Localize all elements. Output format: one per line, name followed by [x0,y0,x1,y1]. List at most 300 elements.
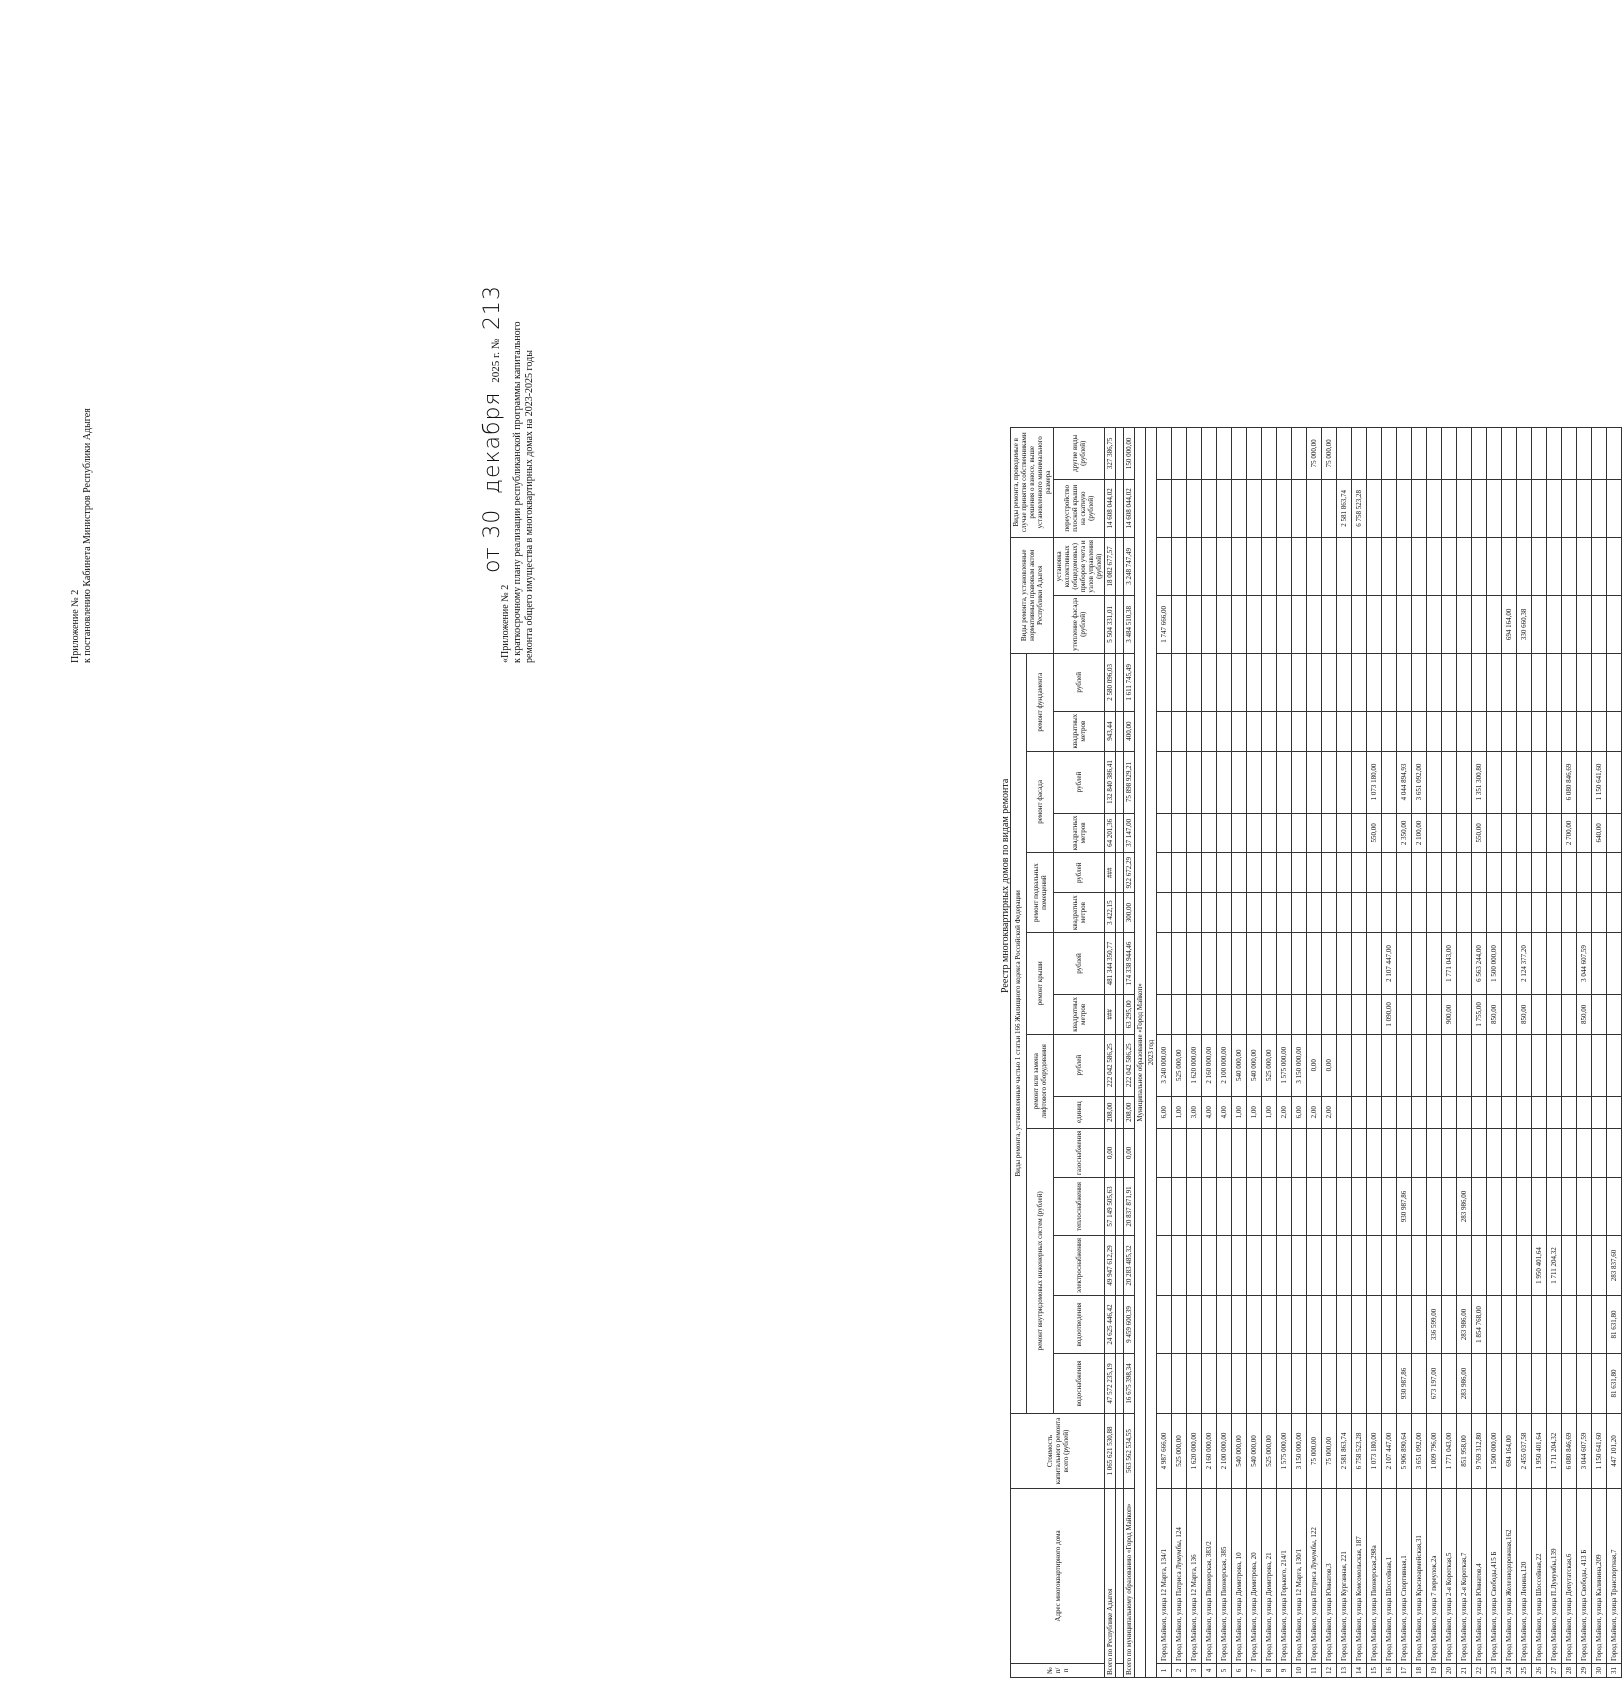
cell-other: 75 000,00 [1322,427,1337,479]
cell-meters [1427,537,1442,595]
cell-found_m [1607,711,1622,751]
table-row [1427,427,1442,1677]
cell-base_m [1202,893,1217,933]
col-roof-rub: рублей [1054,932,1105,994]
cell-fac_m [1532,813,1547,853]
cell-fac_r [1187,751,1202,813]
cell-water [1532,1354,1547,1414]
totals-cell: 64 201,36 [1105,813,1116,853]
cell-electric [1487,1235,1502,1295]
cell-base_r [1277,853,1292,893]
cell-n: 29 [1577,1664,1592,1678]
cell-base_r [1397,853,1412,893]
cell-meters [1382,537,1397,595]
cell-base_r [1352,853,1367,893]
cell-addr: Город Майкоп, улица Свободы, 413 Б [1577,1489,1592,1664]
cell-found_m [1427,711,1442,751]
cell-fac_m [1232,813,1247,853]
year-row [1146,427,1157,1677]
col-facade-sqm: квадратных метров [1054,813,1105,853]
cell-lift_r [1577,1034,1592,1096]
cell-insul [1577,595,1592,653]
cell-base_m [1367,893,1382,933]
cell-fac_m [1217,813,1232,853]
cell-found_m [1187,711,1202,751]
cell-gas [1547,1128,1562,1177]
cell-other [1382,427,1397,479]
cell-lift_r [1502,1034,1517,1096]
col-insulation: утепление фасада (рублей) [1054,595,1105,653]
cell-electric [1577,1235,1592,1295]
cell-base_r [1337,853,1352,893]
cell-heat [1247,1177,1262,1235]
empty-cell [1116,653,1124,711]
cell-roof_m [1532,994,1547,1034]
cell-insul [1247,595,1262,653]
cell-addr: Город Майкоп, улица Пионерская,298а [1367,1489,1382,1664]
cell-water [1187,1354,1202,1414]
empty-cell [1116,595,1124,653]
empty-cell [1116,853,1124,893]
registry-title: Реестр многоквартирных домов по видам ремонта [1000,778,1011,993]
cell-found_r [1367,653,1382,711]
cell-lift_u [1337,1096,1352,1128]
cell-fac_m [1337,813,1352,853]
date-prefix: от [480,547,505,573]
cell-addr: Город Майкоп, улица Юннатов,4 [1472,1489,1487,1664]
cell-drain [1517,1296,1532,1354]
cell-n: 10 [1292,1664,1307,1678]
cell-fac_m: 2 700,00 [1562,813,1577,853]
cell-electric [1472,1235,1487,1295]
cell-drain [1232,1296,1247,1354]
cell-meters [1157,537,1172,595]
cell-gas [1277,1128,1292,1177]
cell-lift_u [1562,1096,1577,1128]
cell-drain: 283 986,00 [1457,1296,1472,1354]
col-gas: газоснабжения [1054,1128,1105,1177]
table-row [1202,427,1217,1677]
cell-base_r [1487,853,1502,893]
cell-roof_r [1397,932,1412,994]
cell-lift_u [1517,1096,1532,1128]
cell-other [1532,427,1547,479]
cell-fac_r [1307,751,1322,813]
cell-flatroof [1427,479,1442,537]
cell-addr: Город Майкоп, улица Димитрова, 10 [1232,1489,1247,1664]
cell-other [1412,427,1427,479]
cell-total: 75 000,00 [1307,1414,1322,1489]
cell-gas [1607,1128,1622,1177]
cell-lift_r [1352,1034,1367,1096]
cell-meters [1367,537,1382,595]
empty-cell [1116,1414,1124,1489]
cell-base_r [1427,853,1442,893]
cell-fac_m [1577,813,1592,853]
cell-meters [1502,537,1517,595]
cell-found_m [1457,711,1472,751]
cell-flatroof [1442,479,1457,537]
cell-electric [1367,1235,1382,1295]
cell-heat [1442,1177,1457,1235]
cell-found_m [1397,711,1412,751]
cell-found_r [1562,653,1577,711]
cell-lift_u: 4,00 [1202,1096,1217,1128]
cell-other [1277,427,1292,479]
cell-meters [1412,537,1427,595]
cell-lift_r: 525 000,00 [1262,1034,1277,1096]
cell-fac_r: 4 044 894,93 [1397,751,1412,813]
cell-gas [1502,1128,1517,1177]
totals-cell: 9 459 600,39 [1124,1296,1135,1354]
cell-water [1562,1354,1577,1414]
cell-other [1472,427,1487,479]
cell-roof_m: 900,00 [1442,994,1457,1034]
cell-fac_m [1352,813,1367,853]
cell-base_m [1172,893,1187,933]
cell-lift_r: 525 000,00 [1172,1034,1187,1096]
cell-fac_r [1172,751,1187,813]
cell-fac_m [1457,813,1472,853]
cell-base_m [1247,893,1262,933]
cell-drain [1172,1296,1187,1354]
totals-cell: 943,44 [1105,711,1116,751]
cell-roof_r: 1 771 043,00 [1442,932,1457,994]
cell-found_m [1487,711,1502,751]
cell-lift_u: 4,00 [1217,1096,1232,1128]
cell-drain [1547,1296,1562,1354]
cell-lift_u [1352,1096,1367,1128]
cell-insul [1412,595,1427,653]
cell-drain [1262,1296,1277,1354]
cell-base_m [1232,893,1247,933]
col-basement-rub: рублей [1054,853,1105,893]
group-owners: Виды ремонта, проводимые в случае принятия собственниками решения о взносе, выше установленного минимального размера [1011,427,1054,537]
table-row [1382,427,1397,1677]
registry-table [1010,427,1622,1678]
cell-meters [1472,537,1487,595]
cell-fac_m [1307,813,1322,853]
cell-roof_r [1592,932,1607,994]
cell-base_m [1532,893,1547,933]
cell-flatroof [1547,479,1562,537]
cell-drain [1337,1296,1352,1354]
totals-cell: 5 504 331,01 [1105,595,1116,653]
cell-gas [1562,1128,1577,1177]
cell-n: 5 [1217,1664,1232,1678]
cell-lift_u: 3,00 [1187,1096,1202,1128]
cell-roof_m [1607,994,1622,1034]
totals-cell: 37 147,00 [1124,813,1135,853]
cell-roof_r [1502,932,1517,994]
totals-cell: 3 484 510,38 [1124,595,1135,653]
cell-drain [1217,1296,1232,1354]
empty-cell [1116,1177,1124,1235]
col-address: Адрес многоквартирного дома [1011,1489,1105,1664]
cell-total: 9 769 312,80 [1472,1414,1487,1489]
cell-found_m [1547,711,1562,751]
cell-n: 9 [1277,1664,1292,1678]
cell-found_m [1322,711,1337,751]
cell-lift_r [1337,1034,1352,1096]
cell-other [1262,427,1277,479]
cell-water [1547,1354,1562,1414]
cell-base_r [1517,853,1532,893]
cell-total: 540 000,00 [1232,1414,1247,1489]
cell-water [1172,1354,1187,1414]
cell-lift_u: 2,00 [1307,1096,1322,1128]
cell-heat [1172,1177,1187,1235]
cell-lift_u: 6,00 [1292,1096,1307,1128]
cell-base_r [1232,853,1247,893]
cell-found_m [1157,711,1172,751]
totals-cell: 18 082 677,57 [1105,537,1116,595]
cell-total: 5 906 890,64 [1397,1414,1412,1489]
cell-found_m [1577,711,1592,751]
cell-lift_r [1592,1034,1607,1096]
cell-fac_m: 2 100,00 [1412,813,1427,853]
cell-addr: Город Майкоп, улица 12 Марта, 136 [1187,1489,1202,1664]
col-foundation-sqm: квадратных метров [1054,711,1105,751]
cell-heat [1217,1177,1232,1235]
cell-heat [1277,1177,1292,1235]
totals-cell: 132 840 386,41 [1105,751,1116,813]
cell-found_r [1247,653,1262,711]
cell-base_m [1607,893,1622,933]
cell-electric [1292,1235,1307,1295]
cell-meters [1292,537,1307,595]
cell-base_m [1277,893,1292,933]
cell-gas [1412,1128,1427,1177]
cell-meters [1232,537,1247,595]
cell-found_m [1442,711,1457,751]
cell-n: 8 [1262,1664,1277,1678]
cell-base_r [1217,853,1232,893]
cell-insul [1262,595,1277,653]
totals-cell: 327 386,75 [1105,427,1116,479]
cell-found_m [1307,711,1322,751]
table-row [1172,427,1187,1677]
cell-base_m [1337,893,1352,933]
group-facade: ремонт фасада [1026,751,1053,853]
cell-n: 21 [1457,1664,1472,1678]
cell-lift_u [1532,1096,1547,1128]
totals-cell: 922 672,29 [1124,853,1135,893]
table-row [1472,427,1487,1677]
cell-meters [1592,537,1607,595]
cell-total: 694 164,00 [1502,1414,1517,1489]
cell-insul [1457,595,1472,653]
cell-meters [1517,537,1532,595]
cell-meters [1247,537,1262,595]
cell-addr: Город Майкоп, улица 2-я Короткая,7 [1457,1489,1472,1664]
cell-addr: Город Майкоп, улица Спортивная,1 [1397,1489,1412,1664]
cell-water [1472,1354,1487,1414]
totals-cell: 3 422,15 [1105,893,1116,933]
table-row [1277,427,1292,1677]
cell-addr: Город Майкоп, улица Комсомольская, 187 [1352,1489,1367,1664]
cell-insul: 694 164,00 [1502,595,1517,653]
table-row [1307,427,1322,1677]
cell-base_m [1382,893,1397,933]
cell-other [1577,427,1592,479]
cell-fac_r: 3 651 092,00 [1412,751,1427,813]
cell-base_r [1367,853,1382,893]
cell-addr: Город Майкоп, улица 12 Марта, 134/1 [1157,1489,1172,1664]
cell-electric [1277,1235,1292,1295]
cell-flatroof [1172,479,1187,537]
cell-water [1382,1354,1397,1414]
cell-electric [1352,1235,1367,1295]
cell-heat [1412,1177,1427,1235]
cell-roof_m: 850,00 [1487,994,1502,1034]
cell-addr: Город Майкоп, улица П.Лумумбы,139 [1547,1489,1562,1664]
cell-total: 2 100 000,00 [1217,1414,1232,1489]
col-drain: водоотведения [1054,1296,1105,1354]
cell-lift_r [1412,1034,1427,1096]
cell-flatroof [1397,479,1412,537]
cell-insul [1367,595,1382,653]
table-row [1487,427,1502,1677]
totals-cell: 2 580 096,03 [1105,653,1116,711]
cell-other [1607,427,1622,479]
totals-cell: 47 572 235,19 [1105,1354,1116,1414]
cell-heat [1592,1177,1607,1235]
empty-cell [1116,1096,1124,1128]
cell-roof_m [1322,994,1337,1034]
cell-found_r [1322,653,1337,711]
cell-electric [1412,1235,1427,1295]
cell-gas [1427,1128,1442,1177]
totals-cell: 400,00 [1124,711,1135,751]
cell-addr: Город Майкоп, улица Патриса Лумумбы, 122 [1307,1489,1322,1664]
cell-insul [1547,595,1562,653]
cell-fac_r [1157,751,1172,813]
cell-roof_m [1592,994,1607,1034]
cell-water [1292,1354,1307,1414]
cell-electric: 1 950 401,64 [1532,1235,1547,1295]
table-row [1442,427,1457,1677]
cell-water [1487,1354,1502,1414]
cell-addr: Город Майкоп, улица Димитрова, 21 [1262,1489,1277,1664]
cell-insul [1172,595,1187,653]
cell-found_r [1277,653,1292,711]
cell-gas [1337,1128,1352,1177]
cell-n: 6 [1232,1664,1247,1678]
cell-electric [1502,1235,1517,1295]
cell-lift_r [1547,1034,1562,1096]
cell-roof_m: 1 755,00 [1472,994,1487,1034]
totals-cell: 208,00 [1105,1096,1116,1128]
cell-base_m [1592,893,1607,933]
cell-flatroof [1457,479,1472,537]
cell-base_m [1292,893,1307,933]
cell-other [1457,427,1472,479]
cell-base_m [1442,893,1457,933]
cell-found_r [1577,653,1592,711]
empty-cell [1116,1235,1124,1295]
cell-meters [1577,537,1592,595]
table-row [1457,427,1472,1677]
table-row [1547,427,1562,1677]
cell-n: 22 [1472,1664,1487,1678]
totals-cell: 0,00 [1124,1128,1135,1177]
cell-total: 1 575 000,00 [1277,1414,1292,1489]
cell-lift_r [1457,1034,1472,1096]
cell-meters [1262,537,1277,595]
cell-heat [1322,1177,1337,1235]
cell-base_m [1352,893,1367,933]
cell-lift_u [1472,1096,1487,1128]
cell-base_m [1307,893,1322,933]
totals-cell: 75 898 929,21 [1124,751,1135,813]
cell-insul [1322,595,1337,653]
cell-found_m [1292,711,1307,751]
cell-addr: Город Майкоп, улица 12 Марта, 130/1 [1292,1489,1307,1664]
cell-water [1202,1354,1217,1414]
empty-cell [1116,1664,1124,1678]
cell-addr: Город Майкоп, улица Транспортная,7 [1607,1489,1622,1664]
cell-lift_u [1502,1096,1517,1128]
cell-fac_r: 6 080 846,69 [1562,751,1577,813]
table-row [1232,427,1247,1677]
cell-gas [1517,1128,1532,1177]
cell-electric [1157,1235,1172,1295]
cell-lift_u [1592,1096,1607,1128]
cell-water [1247,1354,1262,1414]
totals-label: Всего по муниципальному образованию «Город Майкоп» [1124,1489,1135,1678]
cell-roof_r [1187,932,1202,994]
cell-other [1187,427,1202,479]
cell-lift_r [1517,1034,1532,1096]
cell-water: 673 197,00 [1427,1354,1442,1414]
cell-lift_r: 3 240 000,00 [1157,1034,1172,1096]
empty-cell [1116,1489,1124,1664]
cell-roof_r [1202,932,1217,994]
cell-addr: Город Майкоп, улица Депутатская,6 [1562,1489,1577,1664]
cell-roof_r [1337,932,1352,994]
cell-water [1232,1354,1247,1414]
cell-n: 20 [1442,1664,1457,1678]
cell-flatroof [1322,479,1337,537]
cell-fac_r [1457,751,1472,813]
cell-n: 31 [1607,1664,1622,1678]
cell-fac_r [1547,751,1562,813]
cell-lift_u [1442,1096,1457,1128]
col-total: Стоимость капитального ремонта всего (рублей) [1011,1414,1105,1489]
cell-other [1397,427,1412,479]
cell-n: 16 [1382,1664,1397,1678]
cell-base_r [1412,853,1427,893]
cell-roof_r: 3 044 607,59 [1577,932,1592,994]
cell-insul [1427,595,1442,653]
cell-drain [1562,1296,1577,1354]
cell-found_m [1532,711,1547,751]
cell-fac_m [1202,813,1217,853]
cell-total: 525 000,00 [1262,1414,1277,1489]
cell-electric [1322,1235,1337,1295]
cell-fac_r [1202,751,1217,813]
cell-water [1337,1354,1352,1414]
cell-drain [1532,1296,1547,1354]
cell-insul [1352,595,1367,653]
cell-fac_m: 550,00 [1367,813,1382,853]
cell-heat [1307,1177,1322,1235]
cell-fac_m: 2 350,00 [1397,813,1412,853]
cell-electric [1247,1235,1262,1295]
cell-roof_r [1607,932,1622,994]
cell-n: 4 [1202,1664,1217,1678]
